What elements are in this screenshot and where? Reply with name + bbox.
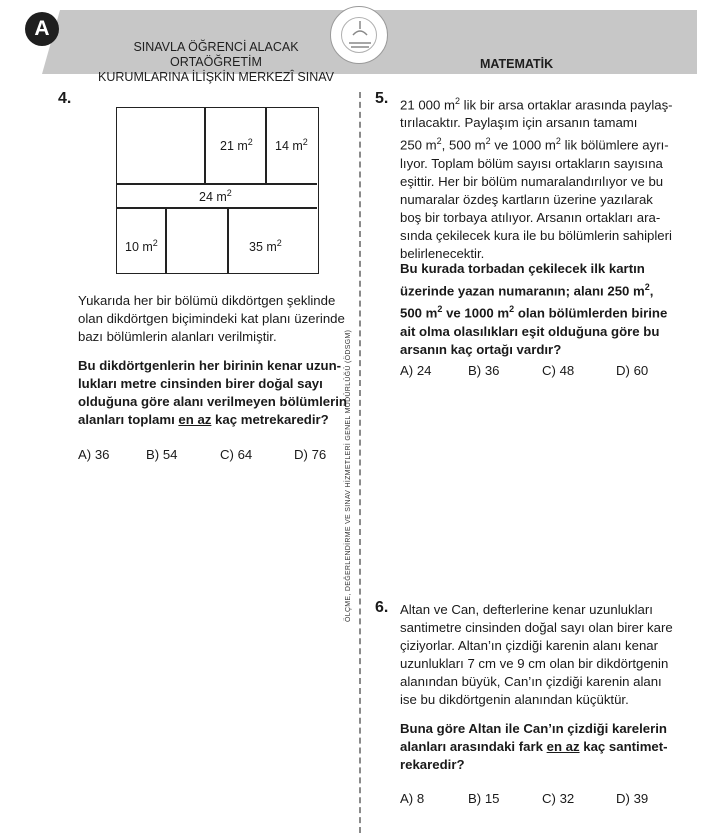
column-divider [359,92,361,833]
choice-b[interactable]: B) 54 [146,447,178,462]
exam-title-line1: SINAVLA ÖĞRENCİ ALACAK ORTAÖĞRETİM [133,40,299,69]
side-text: ÖLÇME, DEĞERLENDİRME VE SINAV HİZMETLERİ GENEL MÜDÜRLÜĞÜ (ÖDSGM) [345,329,352,622]
question-5-number: 5. [375,90,389,107]
question-4-prompt: Bu dikdörtgenlerin her birinin kenar uzun- lukları metre cinsinden birer doğal sayı olduğuna göre alanı verilmeyen bölümlerin alanları toplamı en az kaç metrekaredir? [78,358,347,427]
question-6-text: Altan ve Can, defterlerine kenar uzunlukları santimetre cinsinden doğal sayı olan birer kare çiziyorlar. Altan’ın çizdiği karenin alanı kenar uzunlukları 7 cm ve 9 cm olan bir dikdörtgenin alanından büyük, Can’ın çizdiği karenin alanı ise bu dikdörtgenin alanından küçüktür. [400,602,673,707]
question-6-prompt: Buna göre Altan ile Can’ın çizdiği karelerin alanları arasındaki fark en az kaç santimet- rekaredir? [400,721,668,772]
subject-label: MATEMATİK [480,57,554,71]
booklet-badge: A [25,12,59,46]
choice-c[interactable]: C) 64 [220,447,253,462]
choice-b[interactable]: B) 36 [468,363,500,378]
question-5-prompt: Bu kurada torbadan çekilecek ilk kartın üzerinde yazan numaranın; alanı 250 $m^2$, 500 $m^2$ ve 1000 $m^2$ olan bölümlerden birine ait olma olasılıkları eşit olduğuna göre bu arsanın kaç ortağı vardır? [400,261,668,357]
choice-d[interactable]: D) 76 [294,447,327,462]
choice-d[interactable]: D) 60 [616,363,649,378]
room-area-24: 24 $m^2$ [199,188,232,205]
room-area-21: 21 $m^2$ [220,137,253,154]
exam-title [86,40,346,85]
question-5-text: 21 000 $m^2$ lik bir arsa ortaklar arasında paylaş- tırılacaktır. Paylaşım için arsanın tamamı 250 $m^2$, 500 $m^2$ ve 1000 $m^2$ lik bölümlere ayrı- lıyor. Toplam bölüm sayısı ortakların sayısına eşittir. Her bir bölüm numaralandırılıyor ve bu numaralar özdeş kartların üzerine yazılarak boş bir torbaya atılıyor. Arsanın ortakları ara- sında çekilecek kura ile bu bölümlerin sahipleri belirlenecektir. [400,96,673,261]
choice-a[interactable]: A) 24 [400,363,432,378]
choice-c[interactable]: C) 32 [542,791,575,806]
choice-c[interactable]: C) 48 [542,363,575,378]
ministry-seal-logo [330,6,388,64]
choice-a[interactable]: A) 8 [400,791,425,806]
question-4-text: Yukarıda her bir bölümü dikdörtgen şeklinde olan dikdörtgen biçimindeki kat planı üzerinde bazı bölümlerin alanları verilmiştir. [78,293,345,344]
choice-a[interactable]: A) 36 [78,447,110,462]
room-area-35: 35 $m^2$ [249,238,282,255]
question-6-number: 6. [375,599,389,616]
room-area-10: 10 $m^2$ [125,238,158,255]
question-4-number: 4. [58,90,72,107]
choice-b[interactable]: B) 15 [468,791,500,806]
floor-plan-diagram [116,107,319,274]
exam-title-line2: KURUMLARINA İLİŞKİN MERKEZÎ SINAV [98,70,334,84]
room-area-14: 14 $m^2$ [275,137,308,154]
choice-d[interactable]: D) 39 [616,791,649,806]
